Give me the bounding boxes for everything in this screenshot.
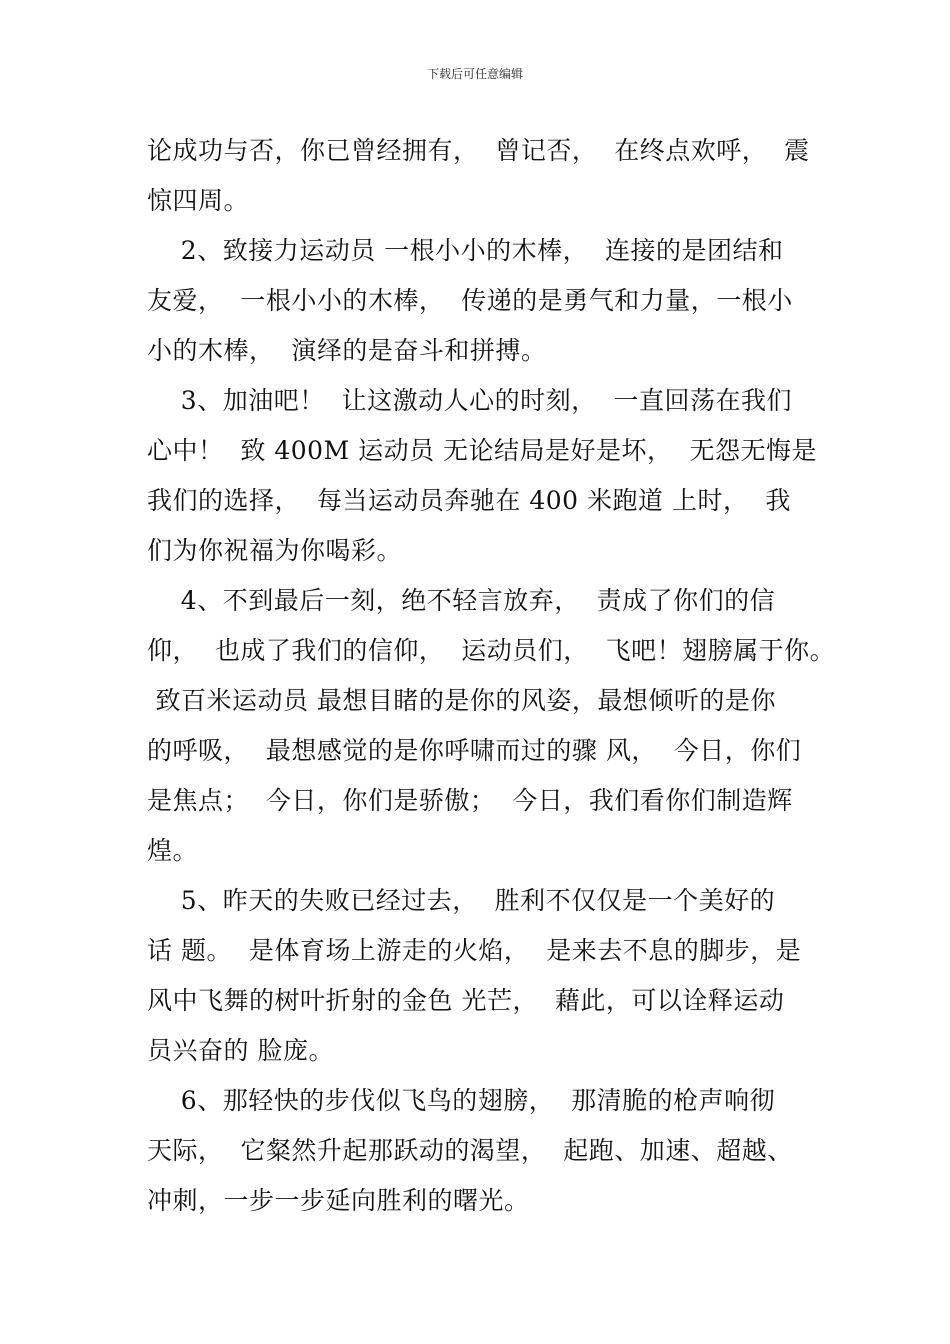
- text-line: 冲刺，一步一步延向胜利的曙光。: [147, 1186, 530, 1215]
- text-line: 论成功与否，你已曾经拥有， 曾记否， 在终点欢呼， 震: [147, 136, 810, 165]
- text-line: 们为你祝福为你喝彩。: [147, 536, 403, 565]
- text-line: 3、加油吧！ 让这激动人心的时刻， 一直回荡在我们: [147, 386, 792, 415]
- text-line: 4、不到最后一刻，绝不轻言放弃， 责成了你们的信: [147, 586, 776, 615]
- page-header-note: 下载后可任意编辑: [426, 67, 523, 81]
- text-line: 风中飞舞的树叶折射的金色 光芒， 藉此，可以诠释运动: [147, 986, 785, 1015]
- text-line: 天际， 它粲然升起那跃动的渴望， 起跑、加速、超越、: [147, 1136, 793, 1165]
- text-line: 小的木棒， 演绎的是奋斗和拼搏。: [147, 336, 547, 365]
- text-line: 仰， 也成了我们的信仰， 运动员们， 飞吧！翅膀属于你。: [147, 636, 836, 665]
- text-line: 5、昨天的失败已经过去， 胜利不仅仅是一个美好的: [147, 886, 776, 915]
- text-line: 煌。: [147, 836, 199, 865]
- text-line: 话 题。 是体育场上游走的火焰， 是来去不息的脚步，是: [147, 936, 802, 965]
- text-line: 惊四周。: [147, 186, 250, 215]
- text-line: 友爱， 一根小小的木棒， 传递的是勇气和力量，一根小: [147, 286, 793, 315]
- text-line: 是焦点； 今日，你们是骄傲； 今日，我们看你们制造辉: [147, 786, 793, 815]
- text-line: 2、致接力运动员 一根小小的木棒， 连接的是团结和: [147, 236, 784, 265]
- text-line: 6、那轻快的步伐似飞鸟的翅膀， 那清脆的枪声响彻: [147, 1086, 776, 1115]
- text-line: 心中！ 致 400M 运动员 无论结局是好是坏， 无怨无悔是: [147, 436, 817, 465]
- text-line: 致百米运动员 最想目睹的是你的风姿，最想倾听的是你: [147, 686, 776, 715]
- text-line: 我们的选择， 每当运动员奔驰在 400 米跑道 上时， 我: [147, 486, 791, 515]
- text-line: 的呼吸， 最想感觉的是你呼啸而过的骤 风， 今日，你们: [147, 736, 802, 765]
- document-body: [147, 126, 836, 1226]
- text-line: 员兴奋的 脸庞。: [147, 1036, 334, 1065]
